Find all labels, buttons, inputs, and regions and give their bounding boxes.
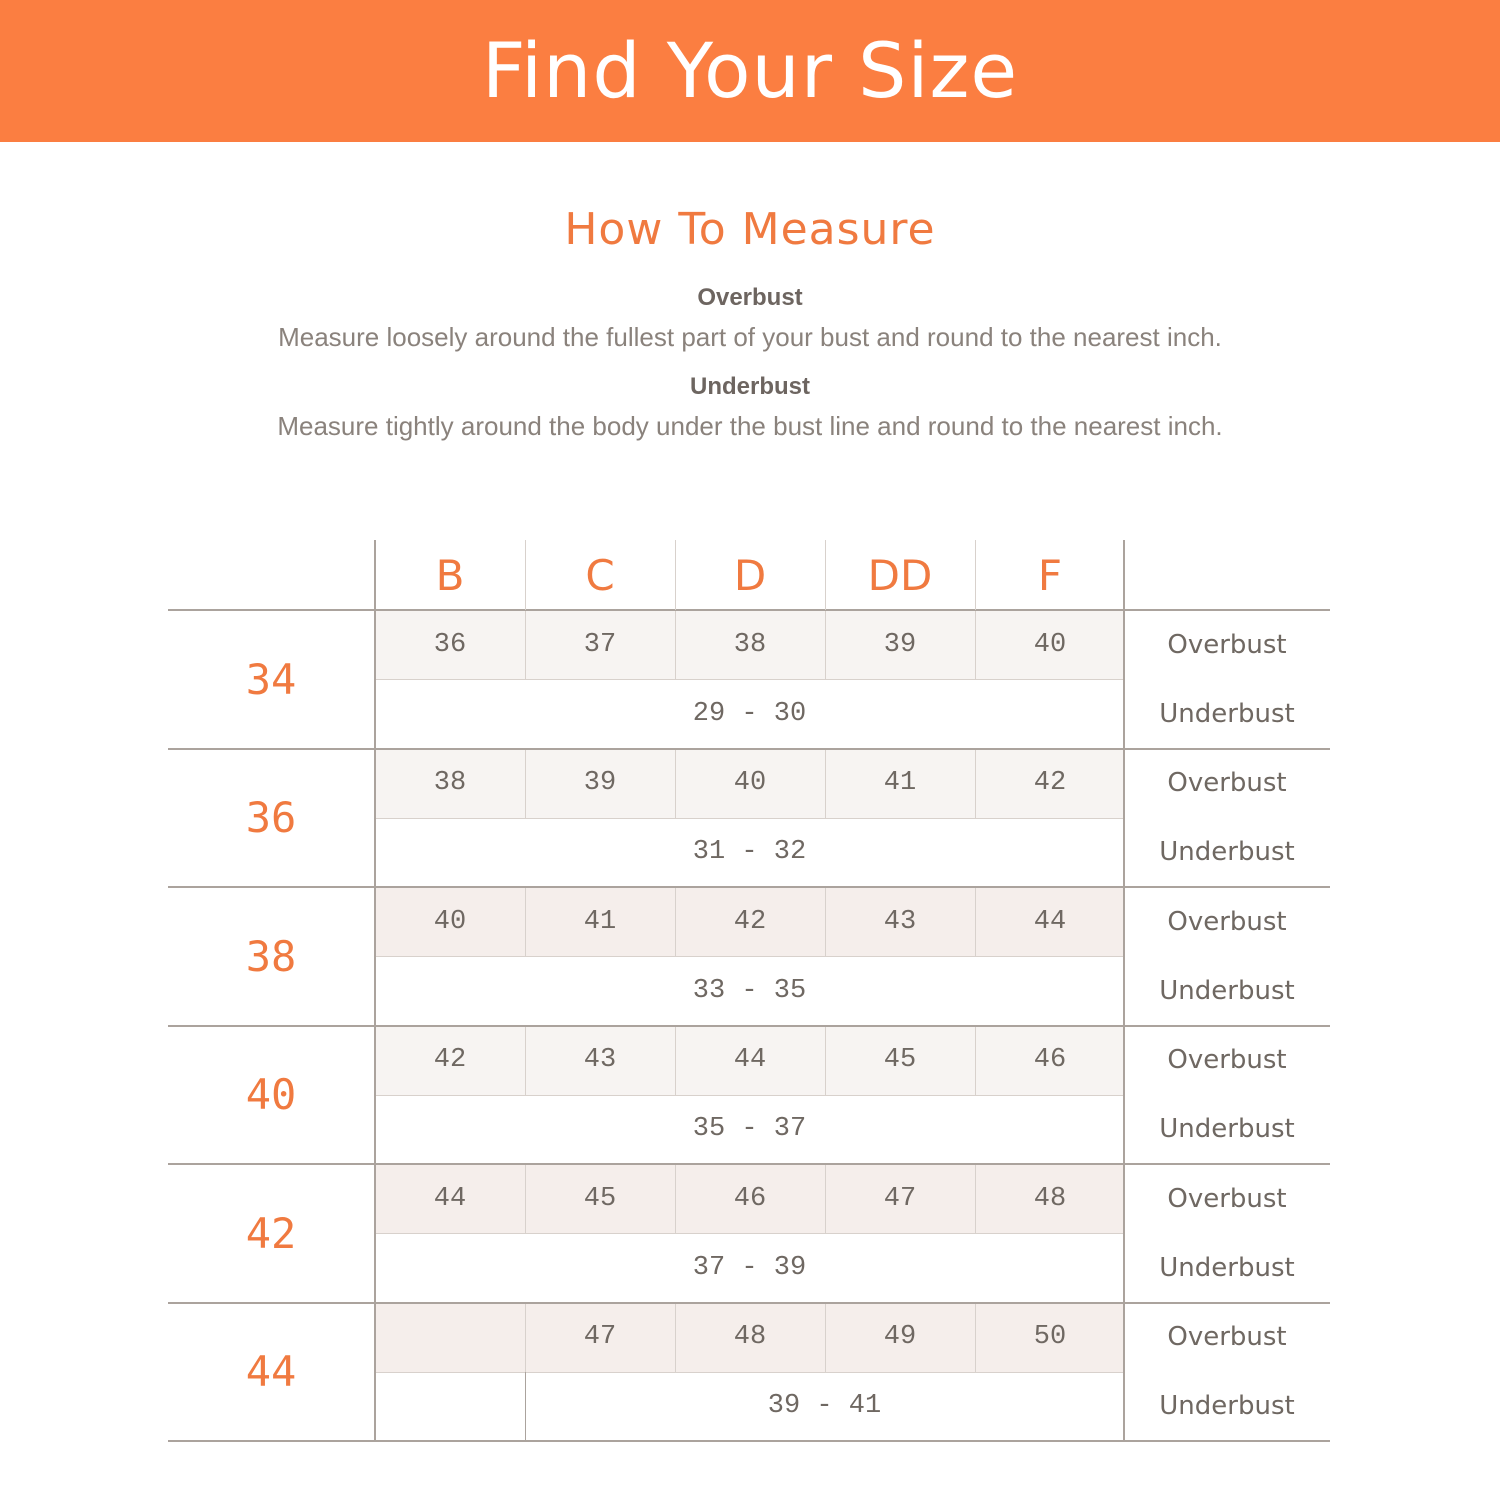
overbust-cell: 50 — [1033, 1322, 1067, 1352]
overbust-cell: 48 — [1033, 1183, 1067, 1214]
column-rule — [374, 540, 376, 1441]
underbust-cell: 29 - 30 — [692, 698, 807, 729]
overbust-cell: 44 — [433, 1183, 467, 1214]
row-divider-light — [375, 1233, 1124, 1234]
cell-divider — [525, 610, 526, 679]
underbust-term: Underbust — [690, 373, 810, 400]
cell-divider — [975, 610, 976, 679]
row-rule — [168, 1025, 1330, 1027]
cell-divider — [525, 887, 526, 956]
underbust-label: Underbust — [1159, 1114, 1295, 1144]
cell-divider — [825, 887, 826, 956]
overbust-cell: 39 — [883, 629, 917, 660]
underbust-label: Underbust — [1159, 698, 1295, 729]
underbust-cell: 37 - 39 — [692, 1252, 807, 1283]
cell-divider — [825, 1026, 826, 1095]
header-divider — [975, 540, 976, 610]
band-size: 40 — [245, 1070, 297, 1119]
underbust-label: Underbust — [1159, 837, 1295, 867]
column-rule — [1123, 540, 1125, 1441]
overbust-cell — [375, 1303, 525, 1372]
cup-header-dd: DD — [867, 550, 933, 600]
how-to-measure-heading: How To Measure — [564, 204, 936, 255]
overbust-cell: 40 — [433, 906, 467, 937]
overbust-cell: 46 — [733, 1183, 767, 1214]
overbust-cell: 47 — [583, 1322, 617, 1352]
row-divider-light — [375, 1372, 1124, 1373]
overbust-cell: 43 — [883, 906, 917, 937]
overbust-cell: 44 — [1033, 906, 1067, 937]
underbust-cell: 33 - 35 — [692, 975, 807, 1006]
cell-divider — [975, 1164, 976, 1233]
overbust-label: Overbust — [1167, 629, 1287, 660]
overbust-cell: 48 — [733, 1322, 767, 1352]
overbust-cell: 40 — [1033, 629, 1067, 660]
header-divider — [525, 540, 526, 610]
cup-header-d: D — [733, 550, 767, 600]
overbust-cell: 42 — [433, 1045, 467, 1075]
overbust-cell: 38 — [733, 629, 767, 660]
overbust-cell: 41 — [583, 906, 617, 937]
cell-divider — [825, 1164, 826, 1233]
underbust-label: Underbust — [1159, 975, 1295, 1006]
overbust-cell: 49 — [883, 1322, 917, 1352]
overbust-cell: 38 — [433, 768, 467, 798]
cup-header-c: C — [585, 550, 615, 600]
overbust-cell: 45 — [583, 1183, 617, 1214]
row-divider-light — [375, 1095, 1124, 1096]
cell-divider — [675, 610, 676, 679]
overbust-cell: 41 — [883, 768, 917, 798]
band-size: 38 — [245, 931, 297, 981]
underbust-description: Measure tightly around the body under the bust line and round to the nearest inch. — [277, 411, 1223, 441]
cup-header-f: F — [1037, 550, 1063, 600]
header-divider — [675, 540, 676, 610]
underbust-cell: 35 - 37 — [692, 1114, 807, 1144]
row-rule — [168, 1440, 1330, 1442]
overbust-label: Overbust — [1167, 1045, 1287, 1075]
page-title: Find Your Size — [481, 26, 1019, 115]
underbust-cell: 39 - 41 — [767, 1391, 882, 1421]
overbust-cell: 39 — [583, 768, 617, 798]
cell-divider — [675, 1164, 676, 1233]
overbust-cell: 42 — [733, 906, 767, 937]
row-rule — [168, 886, 1330, 888]
header-divider — [825, 540, 826, 610]
underbust-label: Underbust — [1159, 1391, 1295, 1421]
overbust-label: Overbust — [1167, 1183, 1287, 1214]
cell-divider — [975, 1303, 976, 1372]
row-divider-light — [375, 679, 1124, 680]
cell-divider — [975, 887, 976, 956]
overbust-term: Overbust — [697, 284, 803, 311]
overbust-cell: 36 — [433, 629, 467, 660]
underbust-label: Underbust — [1159, 1252, 1295, 1283]
overbust-label: Overbust — [1167, 906, 1287, 937]
row-rule — [168, 609, 1330, 611]
cell-divider — [825, 749, 826, 818]
overbust-cell: 47 — [883, 1183, 917, 1214]
overbust-cell: 42 — [1033, 768, 1067, 798]
cell-divider — [975, 749, 976, 818]
row-rule — [168, 1163, 1330, 1165]
cell-divider — [525, 1026, 526, 1095]
band-size: 36 — [245, 793, 297, 842]
overbust-cell: 40 — [733, 768, 767, 798]
overbust-description: Measure loosely around the fullest part of your bust and round to the nearest inch. — [278, 322, 1222, 352]
cell-divider — [525, 1372, 526, 1441]
cell-divider — [825, 1303, 826, 1372]
band-size: 42 — [245, 1208, 297, 1258]
cell-divider — [825, 610, 826, 679]
row-rule — [168, 748, 1330, 750]
overbust-cell: 45 — [883, 1045, 917, 1075]
band-size: 44 — [245, 1347, 297, 1396]
cell-divider — [675, 1303, 676, 1372]
underbust-cell: 31 - 32 — [692, 837, 807, 867]
overbust-cell: 43 — [583, 1045, 617, 1075]
cell-divider — [525, 1303, 526, 1372]
cell-divider — [975, 1026, 976, 1095]
overbust-cell: 46 — [1033, 1045, 1067, 1075]
cell-divider — [675, 749, 676, 818]
cell-divider — [675, 1026, 676, 1095]
band-size: 34 — [245, 654, 297, 704]
cup-header-b: B — [435, 550, 465, 600]
cell-divider — [675, 887, 676, 956]
row-divider-light — [375, 818, 1124, 819]
cell-divider — [525, 1164, 526, 1233]
overbust-label: Overbust — [1167, 1322, 1287, 1352]
row-divider-light — [375, 956, 1124, 957]
overbust-cell: 37 — [583, 629, 617, 660]
row-rule — [168, 1302, 1330, 1304]
cell-divider — [525, 749, 526, 818]
overbust-label: Overbust — [1167, 768, 1287, 798]
overbust-cell: 44 — [733, 1045, 767, 1075]
